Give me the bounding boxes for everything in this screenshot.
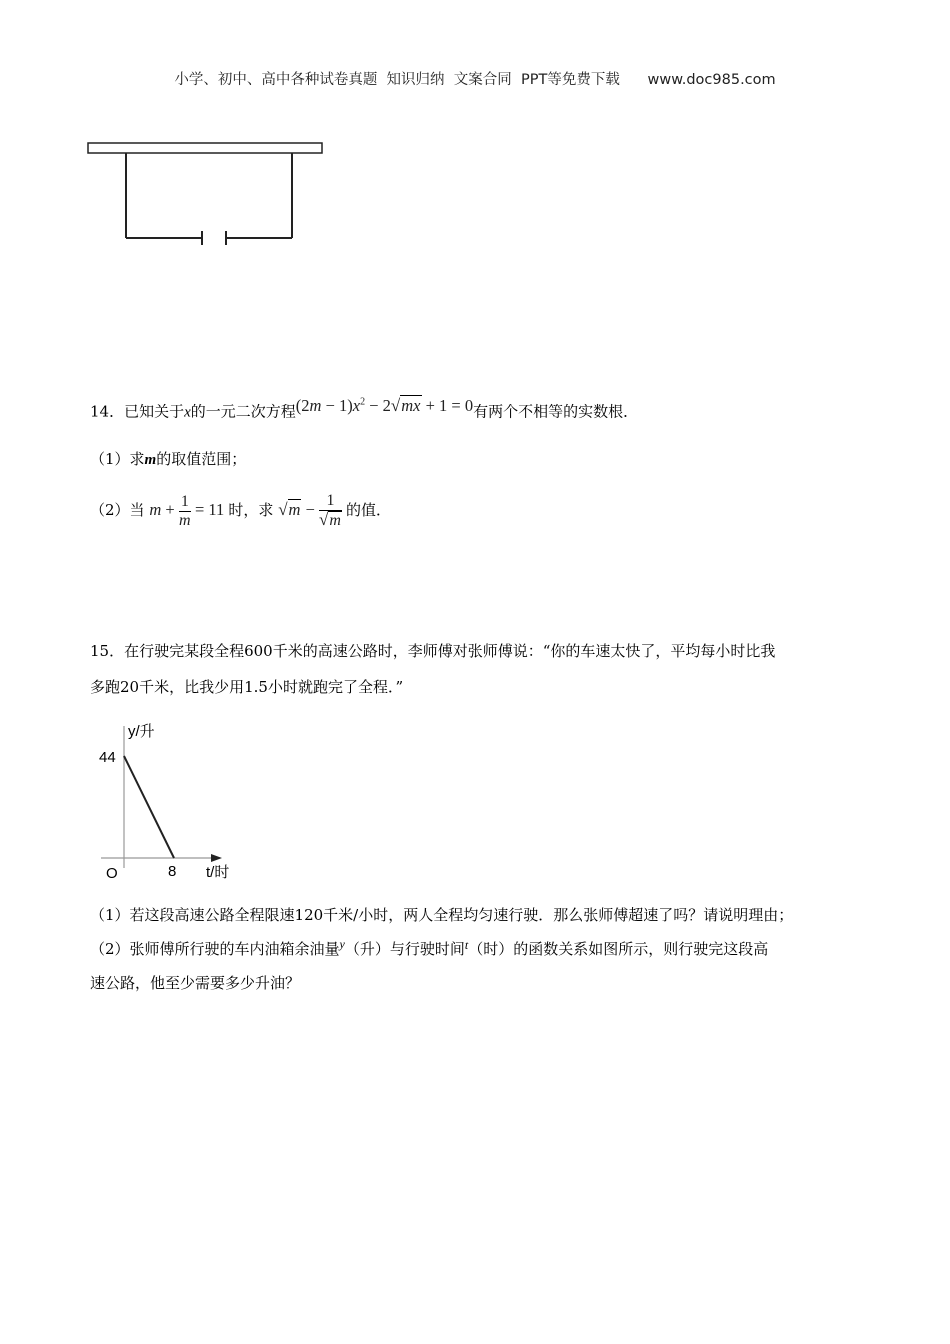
eq-part1: (2 <box>295 395 310 415</box>
q15-line2: 多跑20千米，比我少用1.5小时就跑完了全程．” <box>90 678 404 696</box>
q14-part1 <box>90 449 246 470</box>
q15-part2-line2: 速公路，他至少需要多少升油？ <box>90 974 301 992</box>
q15-part2 <box>90 939 768 960</box>
x-tick-label: 8 <box>168 863 177 880</box>
exp-den-sqrt-symbol: √ <box>319 510 329 530</box>
eq-sqrt-symbol: √ <box>390 395 401 415</box>
q14-expression <box>278 492 346 530</box>
eq-part3: − 2 <box>365 395 391 415</box>
q15-line1: 15．在行驶完某段全程600千米的高速公路时，李师傅对张师傅说：“你的车速太快了，平均每小时比我 <box>90 642 776 660</box>
exp-fraction <box>319 492 342 530</box>
exp-numerator: 1 <box>319 492 342 511</box>
eq-x: x <box>352 395 361 415</box>
cond-m: m <box>149 500 162 519</box>
q14-part1-post: 的取值范围； <box>156 450 247 468</box>
q14-intro-post: 有两个不相等的实数根． <box>473 402 639 421</box>
eq-part4: + 1 = 0 <box>421 395 474 415</box>
q14-var-x: x <box>184 404 191 421</box>
exp-den-radicand: m <box>329 512 341 530</box>
q15-var-y: y <box>339 937 345 951</box>
fuel-series-line <box>124 756 174 858</box>
eq-exponent: 2 <box>360 396 366 407</box>
page-header: 小学、初中、高中各种试卷真题 知识归纳 文案合同 PPT等免费下载 www.doc985.com <box>174 72 776 88</box>
eq-part2: − 1) <box>321 395 353 415</box>
q14-part2-mid: 时，求 <box>228 501 274 519</box>
cond-fraction <box>179 493 191 530</box>
q15-var-t: t <box>464 938 469 952</box>
y-axis-label: y/升 <box>128 723 155 740</box>
q13-diagram <box>86 140 326 250</box>
q15-part2-a: （2）张师傅所行驶的车内油箱余油量 <box>90 940 340 958</box>
q14-part1-pre: （1）求 <box>90 450 145 468</box>
q14-part2-post: 的值． <box>346 501 392 519</box>
exp-denominator <box>319 511 342 530</box>
cond-numerator: 1 <box>180 492 189 510</box>
y-tick-label: 44 <box>99 749 116 766</box>
exp-minus: − <box>301 500 320 519</box>
cond-equals: = 11 <box>190 500 225 519</box>
q15-fuel-graph <box>96 718 246 888</box>
q15-part2-b: （升）与行驶时间 <box>344 940 465 958</box>
exp-sqrt-symbol: √ <box>278 500 288 519</box>
q15-part2-c: （时）的函数关系如图所示，则行驶完这段高 <box>468 940 769 958</box>
eq-m: m <box>309 395 322 415</box>
q14-part2 <box>90 490 391 530</box>
q15-part1: （1）若这段高速公路全程限速120千米/小时，两人全程均匀速行驶．那么张师傅超速了吗？请说明理由； <box>90 906 794 924</box>
q14-equation <box>296 396 473 415</box>
x-axis-label: t/时 <box>206 864 230 881</box>
origin-label: O <box>106 865 118 882</box>
eq-radicand: mx <box>401 395 421 415</box>
x-axis-arrow <box>211 854 222 862</box>
q14-intro-mid: 的一元二次方程 <box>190 402 296 421</box>
q14-part1-var: m <box>144 452 157 468</box>
cond-plus: + <box>161 500 179 519</box>
q14-part2-pre: （2）当 <box>90 501 145 519</box>
q14-condition <box>149 492 228 529</box>
q14-intro <box>90 395 639 423</box>
exp-radicand: m <box>288 500 301 519</box>
diagram-top-bar <box>88 143 322 153</box>
cond-denominator: m <box>179 511 191 529</box>
q14-intro-pre: 14．已知关于 <box>90 402 185 421</box>
